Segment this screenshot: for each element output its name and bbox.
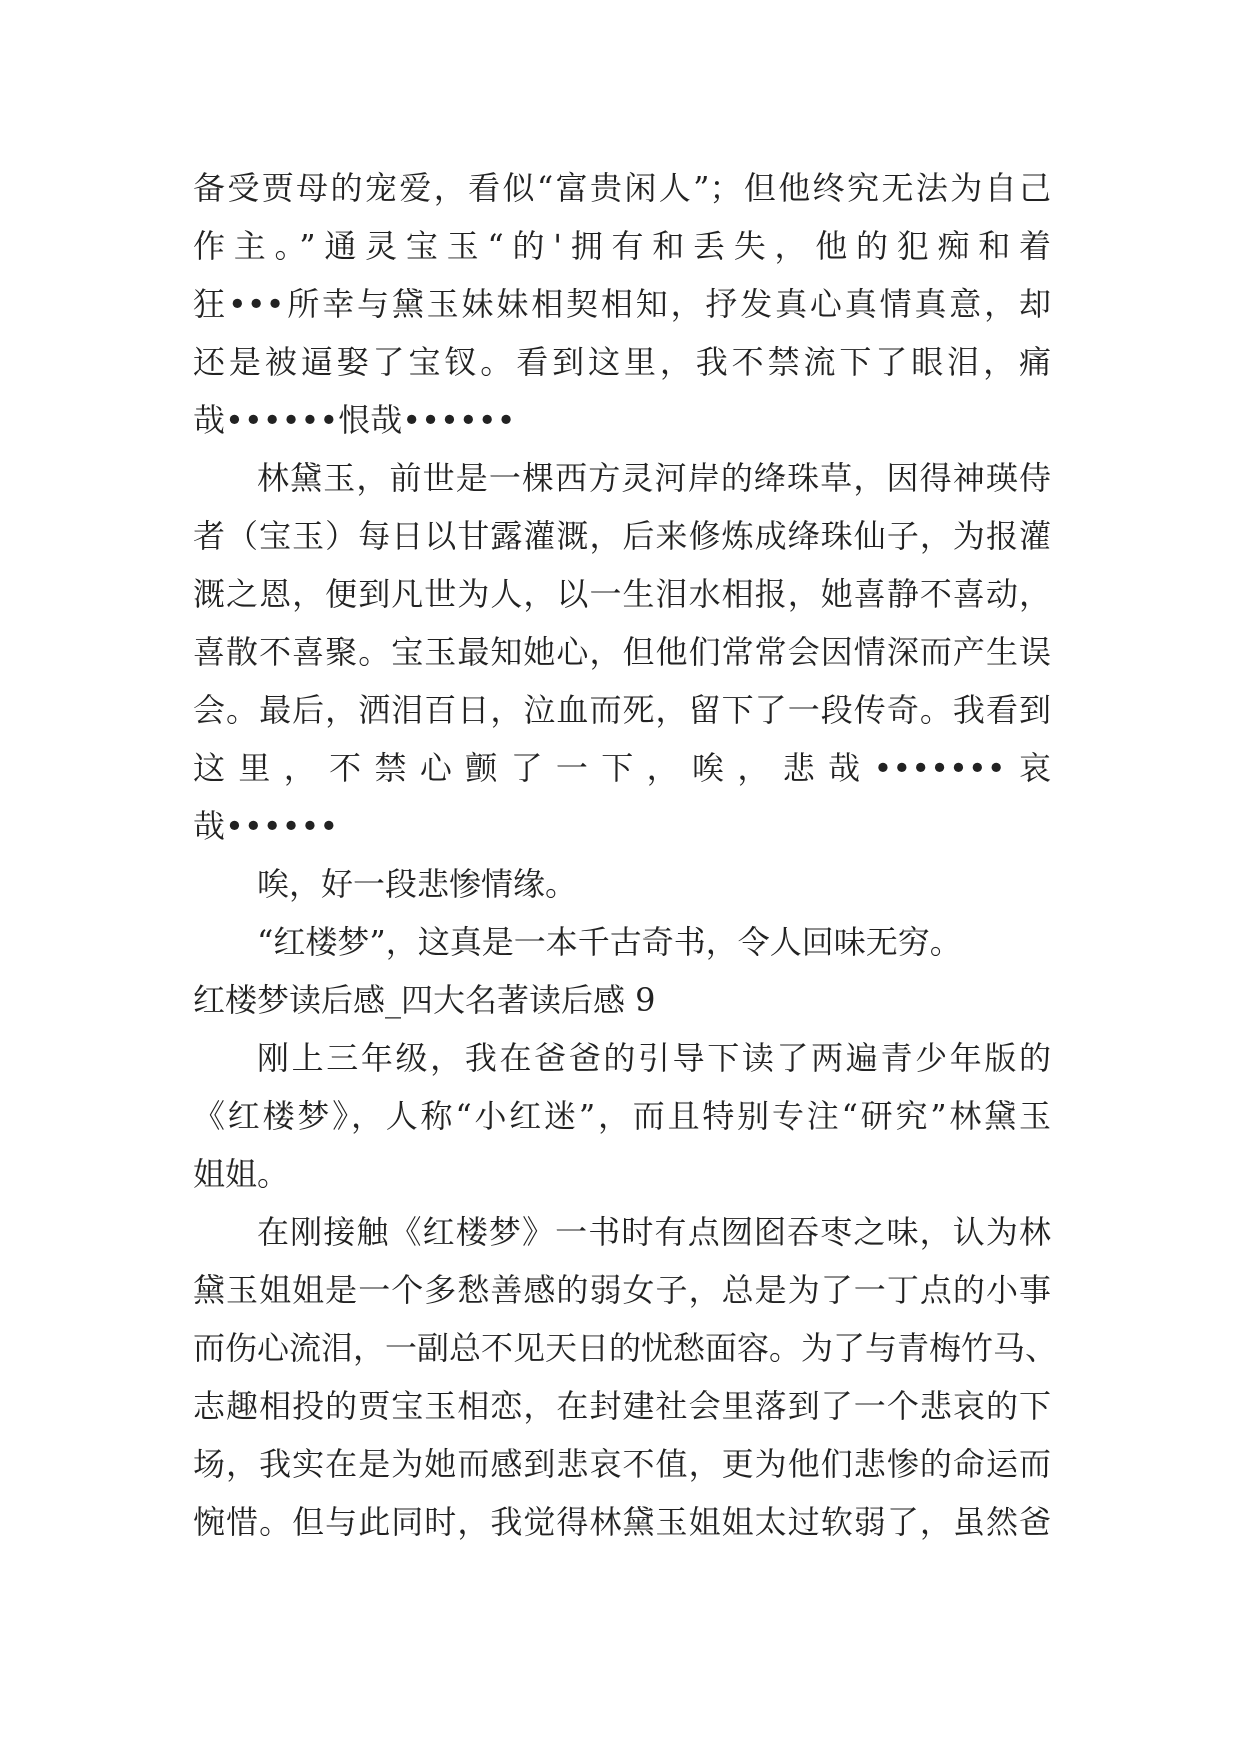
text-line: 喜散不喜聚。宝玉最知她心，但他们常常会因情深而产生误 — [193, 633, 1051, 671]
paragraph-first-line: 在刚接触《红楼梦》一书时有点囫囵吞枣之味，认为林 — [257, 1213, 1051, 1251]
paragraph-first-line: 唉，好一段悲惨情缘。 — [257, 865, 578, 903]
text-line: 哉••••••恨哉•••••• — [193, 401, 516, 439]
text-line: 志趣相投的贾宝玉相恋，在封建社会里落到了一个悲哀的下 — [193, 1387, 1051, 1425]
text-line: 惋惜。但与此同时，我觉得林黛玉姐姐太过软弱了，虽然爸 — [193, 1503, 1051, 1541]
body-text — [193, 159, 1058, 1551]
text-line: 黛玉姐姐是一个多愁善感的弱女子，总是为了一丁点的小事 — [193, 1271, 1051, 1309]
text-line: 溉之恩，便到凡世为人，以一生泪水相报，她喜静不喜动， — [193, 575, 1051, 613]
section-title: 红楼梦读后感_四大名著读后感 9 — [193, 981, 656, 1019]
text-line: 姐姐。 — [193, 1155, 290, 1193]
text-line: 而伤心流泪，一副总不见天日的忧愁面容。为了与青梅竹马、 — [193, 1329, 1058, 1367]
paragraph-first-line: 林黛玉，前世是一棵西方灵河岸的绛珠草，因得神瑛侍 — [257, 459, 1051, 497]
paragraph-first-line: 刚上三年级，我在爸爸的引导下读了两遍青少年版的 — [257, 1039, 1051, 1077]
text-line: 作主。”通灵宝玉“的'拥有和丢失，他的犯痴和着 — [193, 227, 1051, 265]
text-line: 者（宝玉）每日以甘露灌溉，后来修炼成绛珠仙子，为报灌 — [193, 517, 1051, 555]
text-line: 场，我实在是为她而感到悲哀不值，更为他们悲惨的命运而 — [193, 1445, 1051, 1483]
text-line: 会。最后，洒泪百日，泣血而死，留下了一段传奇。我看到 — [193, 691, 1051, 729]
text-line: 还是被逼娶了宝钗。看到这里，我不禁流下了眼泪，痛 — [193, 343, 1051, 381]
paragraph-first-line: “红楼梦”，这真是一本千古奇书，令人回味无穷。 — [257, 923, 962, 961]
text-line: 狂•••所幸与黛玉妹妹相契相知，抒发真心真情真意，却 — [193, 285, 1051, 323]
text-line: 《红楼梦》，人称“小红迷”，而且特别专注“研究”林黛玉 — [193, 1097, 1051, 1135]
text-line: 备受贾母的宠爱，看似“富贵闲人”；但他终究无法为自己 — [193, 169, 1051, 207]
text-line: 这里，不禁心颤了一下，唉，悲哉•••••••哀 — [193, 749, 1051, 787]
text-line: 哉•••••• — [193, 807, 339, 845]
